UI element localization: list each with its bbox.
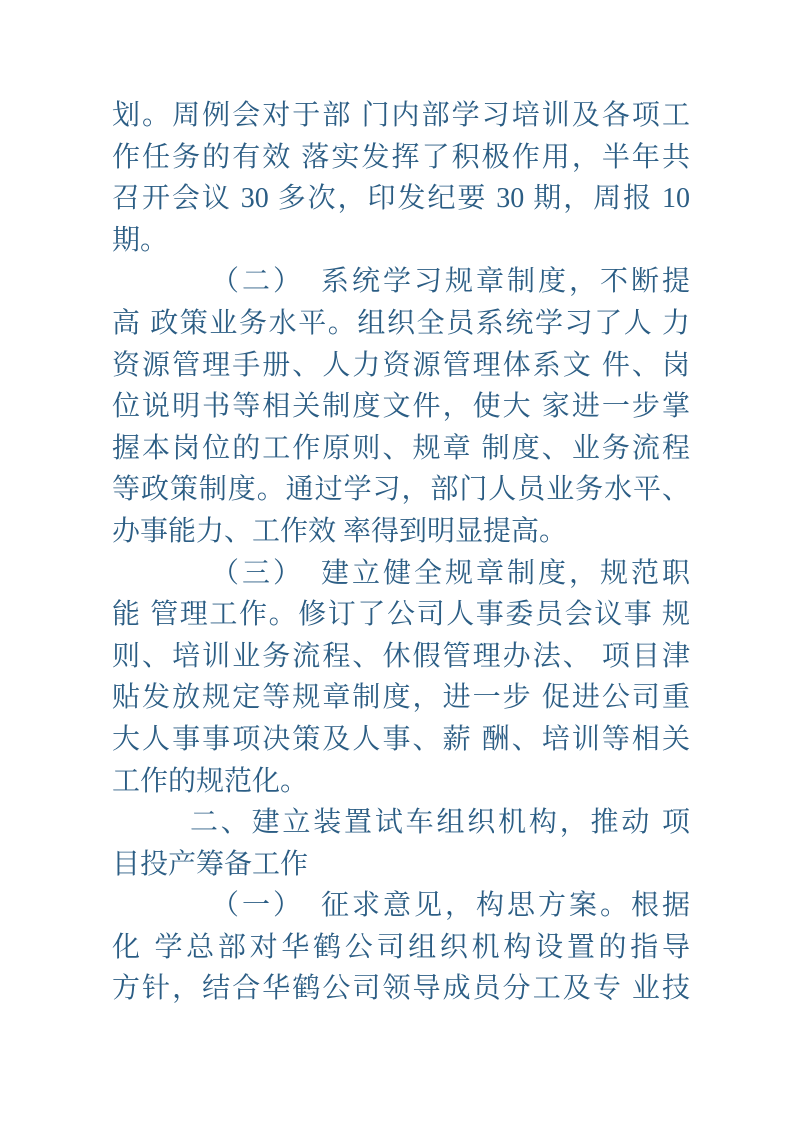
text-line: 资源管理手册、人力资源管理体系文 件、岗 xyxy=(112,349,690,381)
text-line: 召开会议 30 多次，印发纪要 30 期，周报 10 xyxy=(112,183,690,215)
text-line: 等政策制度。通过学习，部门人员业务水平、 xyxy=(112,474,690,506)
text-line: 化 学总部对华鹤公司组织机构设置的指导 xyxy=(112,931,690,963)
text-line: 工作的规范化。 xyxy=(112,765,309,797)
section-heading-3: （三） 建立健全规章制度，规范职 xyxy=(211,557,690,589)
text-line: 则、培训业务流程、休假管理办法、 项目津 xyxy=(112,640,690,672)
text-line: 作任务的有效 落实发挥了积极作用，半年共 xyxy=(112,141,690,173)
text-line: 能 管理工作。修订了公司人事委员会议事 规 xyxy=(112,599,690,631)
document-body xyxy=(112,95,690,1010)
section-heading-1: （一） 征求意见，构思方案。根据 xyxy=(211,890,690,922)
text-line: 高 政策业务水平。组织全员系统学习了人 力 xyxy=(112,307,690,339)
section-heading-2: （二） 系统学习规章制度，不断提 xyxy=(211,266,690,298)
text-line: 划。周例会对于部 门内部学习培训及各项工 xyxy=(112,100,690,131)
text-line: 位说明书等相关制度文件，使大 家进一步掌 xyxy=(112,391,690,423)
text-line: 握本岗位的工作原则、规章 制度、业务流程 xyxy=(112,432,690,464)
text-line: 办事能力、工作效 率得到明显提高。 xyxy=(112,515,568,547)
chapter-heading-2-cont: 目投产筹备工作 xyxy=(112,848,309,880)
text-line: 期。 xyxy=(112,224,169,256)
text-line: 方针，结合华鹤公司领导成员分工及专 业技 xyxy=(112,973,690,1005)
text-line: 贴发放规定等规章制度，进一步 促进公司重 xyxy=(112,682,690,714)
chapter-heading-2: 二、建立装置试车组织机构，推动 项 xyxy=(190,807,690,839)
text-line: 大人事事项决策及人事、薪 酬、培训等相关 xyxy=(112,723,690,755)
